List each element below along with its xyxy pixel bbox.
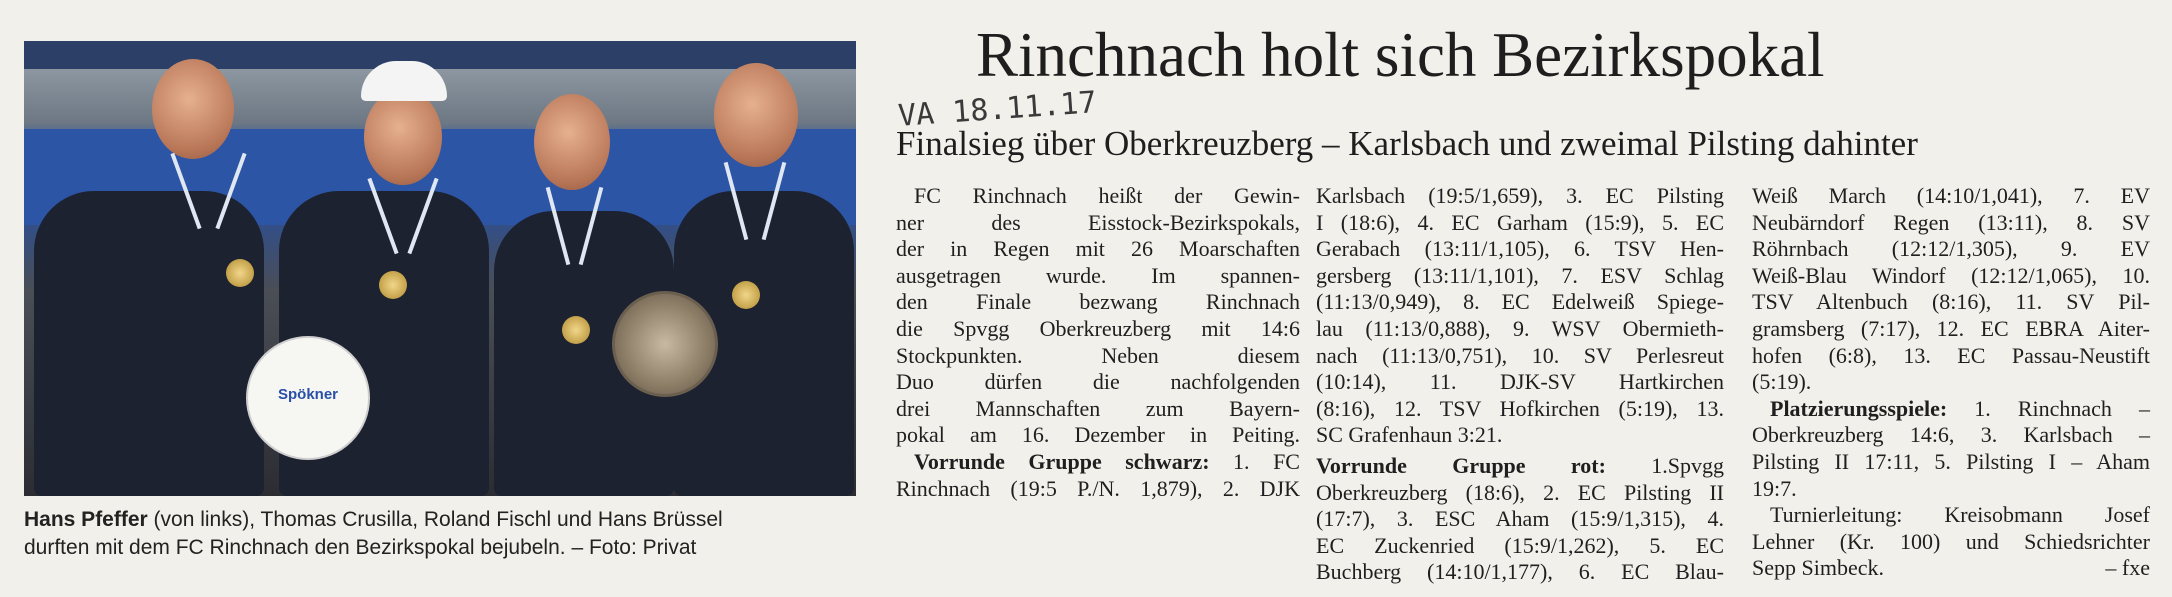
text-fragment: Sepp Simbeck.: [1752, 555, 1884, 581]
text-fragment: 1. Rinchnach –: [1947, 395, 2150, 421]
text-line: Oberkreuzberg (18:6), 2. EC Pilsting II: [1316, 479, 1724, 505]
text-line: Duo dürfen die nachfolgenden: [896, 369, 1300, 395]
text-fragment: 1. FC: [1209, 448, 1300, 474]
caption-text-2: durften mit dem FC Rinchnach den Bezirkspokal bejubeln. – Foto: Privat: [24, 536, 697, 559]
text-line: 19:7.: [1752, 475, 1797, 501]
person-hans-pfeffer: [34, 41, 264, 496]
photo-caption: [24, 506, 864, 562]
text-line: lau (11:13/0,888), 9. WSV Obermieth-: [1316, 315, 1724, 341]
text-line: Stockpunkten. Neben diesem: [896, 342, 1300, 368]
text-line: Weiß March (14:10/1,041), 7. EV: [1752, 183, 2150, 208]
section-label-rot: Vorrunde Gruppe rot:: [1316, 452, 1606, 478]
text-line: SC Grafenhaun 3:21.: [1316, 422, 1503, 448]
article-column-1: [896, 183, 1300, 502]
handwritten-date-note: VA 18.11.17: [897, 85, 1098, 134]
text-line: (11:13/0,949), 8. EC Edelweiß Spiege-: [1316, 289, 1724, 315]
text-line: Gerabach (13:11/1,105), 6. TSV Hen-: [1316, 236, 1724, 262]
text-line: hofen (6:8), 13. EC Passau-Neustift: [1752, 342, 2150, 368]
text-line: (8:16), 12. TSV Hofkirchen (5:19), 13.: [1316, 395, 1724, 421]
text-line: (5:19).: [1752, 369, 1812, 395]
article-column-3: [1752, 183, 2150, 582]
text-line: (17:7), 3. ESC Aham (15:9/1,315), 4.: [1316, 506, 1724, 532]
text-line: drei Mannschaften zum Bayern-: [896, 395, 1300, 421]
text-line: Oberkreuzberg 14:6, 3. Karlsbach –: [1752, 422, 2150, 448]
text-line: Karlsbach (19:5/1,659), 3. EC Pilsting: [1316, 183, 1724, 208]
article-subheadline: Finalsieg über Oberkreuzberg – Karlsbach und zweimal Pilsting dahinter: [896, 124, 1918, 163]
text-fragment: 1.Spvgg: [1605, 452, 1724, 478]
caption-text-1: (von links), Thomas Crusilla, Roland Fischl und Hans Brüssel: [147, 508, 723, 531]
section-label-platzierung: Platzierungsspiele:: [1770, 395, 1948, 421]
text-line: TSV Altenbuch (8:16), 11. SV Pil-: [1752, 289, 2150, 315]
text-line: den Finale bezwang Rinchnach: [896, 289, 1300, 315]
article-column-2: [1316, 183, 1724, 586]
caption-name: Hans Pfeffer: [24, 508, 148, 531]
author-sign: – fxe: [2105, 555, 2150, 581]
text-line: [896, 449, 1300, 476]
person-hans-bruessel: [654, 41, 854, 496]
text-line: Lehner (Kr. 100) und Schiedsrichter: [1752, 528, 2150, 554]
text-line: Rinchnach (19:5 P./N. 1,879), 2. DJK: [896, 475, 1300, 501]
text-line: pokal am 16. Dezember in Peiting.: [896, 422, 1300, 448]
text-line: Neubärndorf Regen (13:11), 8. SV: [1752, 209, 2150, 235]
section-label-schwarz: Vorrunde Gruppe schwarz:: [914, 448, 1210, 474]
text-line: gersberg (13:11/1,101), 7. ESV Schlag: [1316, 262, 1724, 288]
text-line: der in Regen mit 26 Moarschaften: [896, 236, 1300, 262]
text-line: I (18:6), 4. EC Garham (15:9), 5. EC: [1316, 209, 1724, 235]
text-line: FC Rinchnach heißt der Gewin-: [914, 183, 1300, 208]
text-line: Röhrnbach (12:12/1,305), 9. EV: [1752, 236, 2150, 262]
sponsor-sign-text: Spökner: [277, 386, 338, 403]
text-line: [1752, 396, 2150, 423]
text-line: gramsberg (7:17), 12. EC EBRA Aiter-: [1752, 315, 2150, 341]
text-line: ner des Eisstock-Bezirkspokals,: [896, 209, 1300, 235]
text-line: ausgetragen wurde. Im spannen-: [896, 262, 1300, 288]
text-line: Weiß-Blau Windorf (12:12/1,065), 10.: [1752, 262, 2150, 288]
white-cap: [361, 61, 447, 101]
article-headline: Rinchnach holt sich Bezirkspokal: [976, 20, 1825, 90]
text-line: [1752, 555, 2150, 582]
text-line: [1316, 453, 1724, 480]
text-line: Pilsting II 17:11, 5. Pilsting I – Aham: [1752, 448, 2150, 474]
text-line: Buchberg (14:10/1,177), 6. EC Blau-: [1316, 559, 1724, 585]
text-line: EC Zuckenried (15:9/1,262), 5. EC: [1316, 532, 1724, 558]
text-line: Turnierleitung: Kreisobmann Josef: [1770, 502, 2150, 528]
team-photo: [24, 41, 856, 496]
text-line: (10:14), 11. DJK-SV Hartkirchen: [1316, 369, 1724, 395]
text-line: nach (11:13/0,751), 10. SV Perlesreut: [1316, 342, 1724, 368]
person-roland-fischl: [494, 41, 674, 496]
trophy-plate: [612, 291, 718, 397]
sponsor-sign: [246, 336, 370, 460]
text-line: die Spvgg Oberkreuzberg mit 14:6: [896, 315, 1300, 341]
